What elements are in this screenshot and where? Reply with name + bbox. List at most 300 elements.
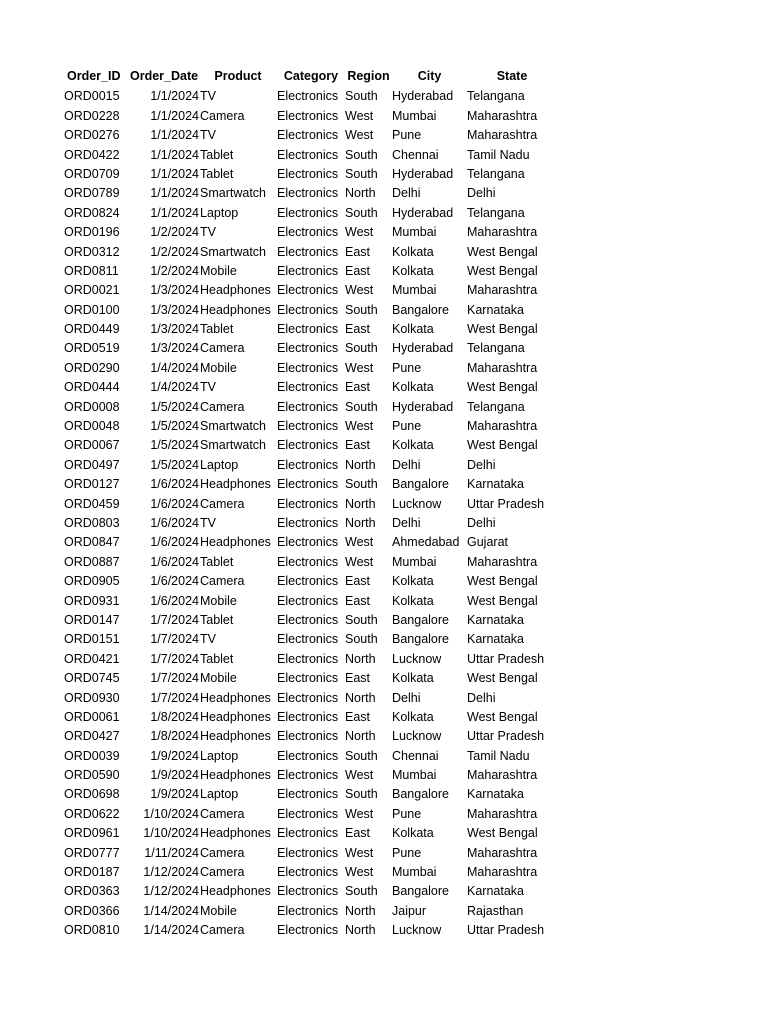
product-cell[interactable]: Camera xyxy=(200,923,245,938)
product-cell[interactable]: Smartwatch xyxy=(200,419,266,434)
city-cell[interactable]: Delhi xyxy=(392,690,421,705)
product-cell[interactable]: Camera xyxy=(200,399,245,414)
order-date-cell[interactable]: 1/8/2024 xyxy=(150,729,199,744)
region-cell[interactable]: East xyxy=(345,244,371,259)
region-cell[interactable]: North xyxy=(345,651,376,666)
state-cell[interactable]: West Bengal xyxy=(467,438,538,453)
region-cell[interactable]: West xyxy=(345,865,374,880)
order-id-cell[interactable]: ORD0276 xyxy=(64,128,120,143)
order-date-cell[interactable]: 1/6/2024 xyxy=(150,574,199,589)
order-date-cell[interactable]: 1/1/2024 xyxy=(150,186,199,201)
city-cell[interactable]: Chennai xyxy=(392,748,439,763)
order-date-cell[interactable]: 1/6/2024 xyxy=(150,496,199,511)
order-date-cell[interactable]: 1/10/2024 xyxy=(143,826,199,841)
category-cell[interactable]: Electronics xyxy=(277,884,339,899)
order-id-cell[interactable]: ORD0228 xyxy=(64,108,120,123)
order-date-cell[interactable]: 1/6/2024 xyxy=(150,554,199,569)
order-id-cell[interactable]: ORD0427 xyxy=(64,729,120,744)
product-cell[interactable]: Mobile xyxy=(200,263,237,278)
order-id-cell[interactable]: ORD0961 xyxy=(64,826,120,841)
product-cell[interactable]: TV xyxy=(200,515,216,530)
order-date-cell[interactable]: 1/10/2024 xyxy=(143,806,199,821)
order-id-cell[interactable]: ORD0698 xyxy=(64,787,120,802)
order-id-cell[interactable]: ORD0196 xyxy=(64,225,120,240)
header-order-date[interactable]: Order_Date xyxy=(130,69,199,83)
region-cell[interactable]: West xyxy=(345,108,374,123)
city-cell[interactable]: Hyderabad xyxy=(392,166,454,181)
order-date-cell[interactable]: 1/3/2024 xyxy=(150,341,199,356)
order-date-cell[interactable]: 1/7/2024 xyxy=(150,612,199,627)
state-cell[interactable]: Maharashtra xyxy=(467,128,538,143)
order-id-cell[interactable]: ORD0067 xyxy=(64,438,120,453)
region-cell[interactable]: East xyxy=(345,709,371,724)
category-cell[interactable]: Electronics xyxy=(277,768,339,783)
city-cell[interactable]: Chennai xyxy=(392,147,439,162)
state-cell[interactable]: West Bengal xyxy=(467,574,538,589)
category-cell[interactable]: Electronics xyxy=(277,341,339,356)
product-cell[interactable]: Mobile xyxy=(200,593,237,608)
order-date-cell[interactable]: 1/1/2024 xyxy=(150,89,199,104)
order-id-cell[interactable]: ORD0930 xyxy=(64,690,120,705)
order-date-cell[interactable]: 1/6/2024 xyxy=(150,593,199,608)
order-id-cell[interactable]: ORD0887 xyxy=(64,554,120,569)
city-cell[interactable]: Pune xyxy=(392,360,422,375)
region-cell[interactable]: West xyxy=(345,806,374,821)
category-cell[interactable]: Electronics xyxy=(277,845,339,860)
order-date-cell[interactable]: 1/4/2024 xyxy=(150,380,199,395)
product-cell[interactable]: TV xyxy=(200,89,216,104)
order-id-cell[interactable]: ORD0789 xyxy=(64,186,120,201)
region-cell[interactable]: East xyxy=(345,574,371,589)
state-cell[interactable]: Delhi xyxy=(467,690,496,705)
product-cell[interactable]: Camera xyxy=(200,496,245,511)
region-cell[interactable]: West xyxy=(345,128,374,143)
header-category[interactable]: Category xyxy=(283,69,339,83)
region-cell[interactable]: South xyxy=(345,166,378,181)
product-cell[interactable]: Tablet xyxy=(200,147,234,162)
city-cell[interactable]: Lucknow xyxy=(392,923,442,938)
category-cell[interactable]: Electronics xyxy=(277,709,339,724)
order-date-cell[interactable]: 1/1/2024 xyxy=(150,128,199,143)
region-cell[interactable]: North xyxy=(345,923,376,938)
order-date-cell[interactable]: 1/2/2024 xyxy=(150,225,199,240)
city-cell[interactable]: Kolkata xyxy=(392,671,434,686)
region-cell[interactable]: West xyxy=(345,554,374,569)
city-cell[interactable]: Mumbai xyxy=(392,768,437,783)
state-cell[interactable]: Uttar Pradesh xyxy=(467,923,545,938)
order-date-cell[interactable]: 1/14/2024 xyxy=(143,903,199,918)
city-cell[interactable]: Kolkata xyxy=(392,322,434,337)
category-cell[interactable]: Electronics xyxy=(277,574,339,589)
city-cell[interactable]: Hyderabad xyxy=(392,205,454,220)
category-cell[interactable]: Electronics xyxy=(277,360,339,375)
state-cell[interactable]: Karnataka xyxy=(467,302,524,317)
order-id-cell[interactable]: ORD0590 xyxy=(64,768,120,783)
category-cell[interactable]: Electronics xyxy=(277,302,339,317)
category-cell[interactable]: Electronics xyxy=(277,554,339,569)
state-cell[interactable]: Telangana xyxy=(467,205,525,220)
state-cell[interactable]: Karnataka xyxy=(467,884,524,899)
product-cell[interactable]: Camera xyxy=(200,108,245,123)
state-cell[interactable]: Maharashtra xyxy=(467,768,538,783)
region-cell[interactable]: South xyxy=(345,612,378,627)
city-cell[interactable]: Hyderabad xyxy=(392,89,454,104)
city-cell[interactable]: Pune xyxy=(392,128,422,143)
city-cell[interactable]: Kolkata xyxy=(392,263,434,278)
category-cell[interactable]: Electronics xyxy=(277,186,339,201)
category-cell[interactable]: Electronics xyxy=(277,535,339,550)
region-cell[interactable]: West xyxy=(345,845,374,860)
state-cell[interactable]: Maharashtra xyxy=(467,806,538,821)
city-cell[interactable]: Mumbai xyxy=(392,283,437,298)
state-cell[interactable]: Telangana xyxy=(467,341,525,356)
product-cell[interactable]: Headphones xyxy=(200,826,271,841)
order-id-cell[interactable]: ORD0312 xyxy=(64,244,120,259)
product-cell[interactable]: TV xyxy=(200,225,216,240)
category-cell[interactable]: Electronics xyxy=(277,496,339,511)
region-cell[interactable]: East xyxy=(345,380,371,395)
order-date-cell[interactable]: 1/3/2024 xyxy=(150,302,199,317)
order-id-cell[interactable]: ORD0519 xyxy=(64,341,120,356)
order-id-cell[interactable]: ORD0905 xyxy=(64,574,120,589)
order-date-cell[interactable]: 1/7/2024 xyxy=(150,651,199,666)
state-cell[interactable]: Karnataka xyxy=(467,632,524,647)
category-cell[interactable]: Electronics xyxy=(277,729,339,744)
city-cell[interactable]: Pune xyxy=(392,806,422,821)
category-cell[interactable]: Electronics xyxy=(277,865,339,880)
city-cell[interactable]: Bangalore xyxy=(392,632,449,647)
region-cell[interactable]: North xyxy=(345,496,376,511)
product-cell[interactable]: Headphones xyxy=(200,709,271,724)
order-date-cell[interactable]: 1/1/2024 xyxy=(150,166,199,181)
region-cell[interactable]: East xyxy=(345,263,371,278)
product-cell[interactable]: Headphones xyxy=(200,884,271,899)
state-cell[interactable]: Karnataka xyxy=(467,787,524,802)
order-id-cell[interactable]: ORD0147 xyxy=(64,612,120,627)
order-id-cell[interactable]: ORD0008 xyxy=(64,399,120,414)
product-cell[interactable]: Camera xyxy=(200,806,245,821)
city-cell[interactable]: Kolkata xyxy=(392,438,434,453)
state-cell[interactable]: Maharashtra xyxy=(467,865,538,880)
category-cell[interactable]: Electronics xyxy=(277,438,339,453)
order-id-cell[interactable]: ORD0015 xyxy=(64,89,120,104)
header-region[interactable]: Region xyxy=(347,69,390,83)
order-date-cell[interactable]: 1/4/2024 xyxy=(150,360,199,375)
order-date-cell[interactable]: 1/12/2024 xyxy=(143,865,199,880)
region-cell[interactable]: West xyxy=(345,535,374,550)
region-cell[interactable]: South xyxy=(345,341,378,356)
product-cell[interactable]: Laptop xyxy=(200,787,239,802)
city-cell[interactable]: Ahmedabad xyxy=(392,535,460,550)
state-cell[interactable]: Tamil Nadu xyxy=(467,147,530,162)
order-date-cell[interactable]: 1/7/2024 xyxy=(150,671,199,686)
state-cell[interactable]: Gujarat xyxy=(467,535,508,550)
product-cell[interactable]: Smartwatch xyxy=(200,186,266,201)
region-cell[interactable]: South xyxy=(345,787,378,802)
category-cell[interactable]: Electronics xyxy=(277,263,339,278)
region-cell[interactable]: West xyxy=(345,225,374,240)
category-cell[interactable]: Electronics xyxy=(277,632,339,647)
city-cell[interactable]: Bangalore xyxy=(392,884,449,899)
order-date-cell[interactable]: 1/7/2024 xyxy=(150,632,199,647)
state-cell[interactable]: Delhi xyxy=(467,186,496,201)
region-cell[interactable]: South xyxy=(345,748,378,763)
order-date-cell[interactable]: 1/6/2024 xyxy=(150,515,199,530)
region-cell[interactable]: West xyxy=(345,419,374,434)
city-cell[interactable]: Bangalore xyxy=(392,477,449,492)
state-cell[interactable]: West Bengal xyxy=(467,244,538,259)
region-cell[interactable]: East xyxy=(345,593,371,608)
category-cell[interactable]: Electronics xyxy=(277,147,339,162)
order-date-cell[interactable]: 1/6/2024 xyxy=(150,535,199,550)
city-cell[interactable]: Delhi xyxy=(392,457,421,472)
category-cell[interactable]: Electronics xyxy=(277,399,339,414)
product-cell[interactable]: Tablet xyxy=(200,166,234,181)
city-cell[interactable]: Hyderabad xyxy=(392,341,454,356)
city-cell[interactable]: Delhi xyxy=(392,186,421,201)
state-cell[interactable]: Tamil Nadu xyxy=(467,748,530,763)
order-id-cell[interactable]: ORD0127 xyxy=(64,477,120,492)
state-cell[interactable]: West Bengal xyxy=(467,709,538,724)
category-cell[interactable]: Electronics xyxy=(277,108,339,123)
product-cell[interactable]: Mobile xyxy=(200,903,237,918)
region-cell[interactable]: South xyxy=(345,884,378,899)
region-cell[interactable]: North xyxy=(345,457,376,472)
region-cell[interactable]: North xyxy=(345,903,376,918)
product-cell[interactable]: Camera xyxy=(200,574,245,589)
product-cell[interactable]: Mobile xyxy=(200,671,237,686)
order-id-cell[interactable]: ORD0422 xyxy=(64,147,120,162)
product-cell[interactable]: TV xyxy=(200,632,216,647)
category-cell[interactable]: Electronics xyxy=(277,748,339,763)
product-cell[interactable]: Camera xyxy=(200,865,245,880)
order-id-cell[interactable]: ORD0421 xyxy=(64,651,120,666)
category-cell[interactable]: Electronics xyxy=(277,515,339,530)
city-cell[interactable]: Pune xyxy=(392,419,422,434)
region-cell[interactable]: South xyxy=(345,302,378,317)
state-cell[interactable]: Telangana xyxy=(467,399,525,414)
order-id-cell[interactable]: ORD0061 xyxy=(64,709,120,724)
order-id-cell[interactable]: ORD0048 xyxy=(64,419,120,434)
product-cell[interactable]: Headphones xyxy=(200,690,271,705)
order-date-cell[interactable]: 1/5/2024 xyxy=(150,457,199,472)
order-id-cell[interactable]: ORD0363 xyxy=(64,884,120,899)
order-date-cell[interactable]: 1/11/2024 xyxy=(144,845,199,860)
category-cell[interactable]: Electronics xyxy=(277,205,339,220)
order-id-cell[interactable]: ORD0366 xyxy=(64,903,120,918)
city-cell[interactable]: Jaipur xyxy=(392,903,427,918)
category-cell[interactable]: Electronics xyxy=(277,225,339,240)
state-cell[interactable]: Maharashtra xyxy=(467,108,538,123)
category-cell[interactable]: Electronics xyxy=(277,244,339,259)
region-cell[interactable]: East xyxy=(345,671,371,686)
order-id-cell[interactable]: ORD0777 xyxy=(64,845,120,860)
category-cell[interactable]: Electronics xyxy=(277,671,339,686)
region-cell[interactable]: South xyxy=(345,205,378,220)
order-id-cell[interactable]: ORD0449 xyxy=(64,322,120,337)
state-cell[interactable]: Delhi xyxy=(467,515,496,530)
city-cell[interactable]: Hyderabad xyxy=(392,399,454,414)
order-id-cell[interactable]: ORD0444 xyxy=(64,380,120,395)
product-cell[interactable]: Tablet xyxy=(200,651,234,666)
state-cell[interactable]: Maharashtra xyxy=(467,225,538,240)
category-cell[interactable]: Electronics xyxy=(277,322,339,337)
order-date-cell[interactable]: 1/12/2024 xyxy=(143,884,199,899)
order-id-cell[interactable]: ORD0021 xyxy=(64,283,120,298)
order-date-cell[interactable]: 1/3/2024 xyxy=(150,283,199,298)
product-cell[interactable]: Headphones xyxy=(200,477,271,492)
order-date-cell[interactable]: 1/2/2024 xyxy=(150,263,199,278)
city-cell[interactable]: Kolkata xyxy=(392,593,434,608)
region-cell[interactable]: South xyxy=(345,632,378,647)
order-date-cell[interactable]: 1/5/2024 xyxy=(150,399,199,414)
order-date-cell[interactable]: 1/14/2024 xyxy=(143,923,199,938)
category-cell[interactable]: Electronics xyxy=(277,903,339,918)
order-date-cell[interactable]: 1/6/2024 xyxy=(150,477,199,492)
region-cell[interactable]: East xyxy=(345,826,371,841)
order-date-cell[interactable]: 1/5/2024 xyxy=(150,438,199,453)
product-cell[interactable]: Tablet xyxy=(200,322,234,337)
order-id-cell[interactable]: ORD0459 xyxy=(64,496,120,511)
order-id-cell[interactable]: ORD0811 xyxy=(64,263,119,278)
state-cell[interactable]: Rajasthan xyxy=(467,903,524,918)
city-cell[interactable]: Lucknow xyxy=(392,651,442,666)
order-id-cell[interactable]: ORD0290 xyxy=(64,360,120,375)
order-date-cell[interactable]: 1/1/2024 xyxy=(150,205,199,220)
category-cell[interactable]: Electronics xyxy=(277,166,339,181)
product-cell[interactable]: Headphones xyxy=(200,283,271,298)
product-cell[interactable]: Laptop xyxy=(200,457,239,472)
state-cell[interactable]: Maharashtra xyxy=(467,360,538,375)
product-cell[interactable]: Headphones xyxy=(200,729,271,744)
region-cell[interactable]: North xyxy=(345,729,376,744)
order-date-cell[interactable]: 1/2/2024 xyxy=(150,244,199,259)
category-cell[interactable]: Electronics xyxy=(277,690,339,705)
region-cell[interactable]: North xyxy=(345,515,376,530)
region-cell[interactable]: South xyxy=(345,399,378,414)
state-cell[interactable]: West Bengal xyxy=(467,826,538,841)
state-cell[interactable]: West Bengal xyxy=(467,593,538,608)
city-cell[interactable]: Bangalore xyxy=(392,612,449,627)
city-cell[interactable]: Kolkata xyxy=(392,709,434,724)
order-id-cell[interactable]: ORD0931 xyxy=(64,593,120,608)
state-cell[interactable]: Delhi xyxy=(467,457,496,472)
product-cell[interactable]: TV xyxy=(200,128,216,143)
product-cell[interactable]: Headphones xyxy=(200,768,271,783)
state-cell[interactable]: Maharashtra xyxy=(467,419,538,434)
city-cell[interactable]: Pune xyxy=(392,845,422,860)
city-cell[interactable]: Mumbai xyxy=(392,225,437,240)
product-cell[interactable]: Mobile xyxy=(200,360,237,375)
order-id-cell[interactable]: ORD0810 xyxy=(64,923,120,938)
order-id-cell[interactable]: ORD0151 xyxy=(64,632,120,647)
city-cell[interactable]: Delhi xyxy=(392,515,421,530)
order-id-cell[interactable]: ORD0187 xyxy=(64,865,120,880)
state-cell[interactable]: Maharashtra xyxy=(467,554,538,569)
region-cell[interactable]: West xyxy=(345,360,374,375)
category-cell[interactable]: Electronics xyxy=(277,806,339,821)
city-cell[interactable]: Kolkata xyxy=(392,574,434,589)
state-cell[interactable]: Karnataka xyxy=(467,612,524,627)
category-cell[interactable]: Electronics xyxy=(277,787,339,802)
order-date-cell[interactable]: 1/1/2024 xyxy=(150,147,199,162)
order-id-cell[interactable]: ORD0039 xyxy=(64,748,120,763)
header-order-id[interactable]: Order_ID xyxy=(67,69,121,83)
product-cell[interactable]: Tablet xyxy=(200,612,234,627)
category-cell[interactable]: Electronics xyxy=(277,128,339,143)
order-date-cell[interactable]: 1/7/2024 xyxy=(150,690,199,705)
order-date-cell[interactable]: 1/9/2024 xyxy=(150,748,199,763)
region-cell[interactable]: East xyxy=(345,438,371,453)
region-cell[interactable]: North xyxy=(345,186,376,201)
city-cell[interactable]: Mumbai xyxy=(392,554,437,569)
city-cell[interactable]: Mumbai xyxy=(392,865,437,880)
city-cell[interactable]: Kolkata xyxy=(392,380,434,395)
order-id-cell[interactable]: ORD0100 xyxy=(64,302,120,317)
product-cell[interactable]: Smartwatch xyxy=(200,244,266,259)
header-state[interactable]: State xyxy=(496,69,528,83)
product-cell[interactable]: Tablet xyxy=(200,554,234,569)
order-id-cell[interactable]: ORD0824 xyxy=(64,205,120,220)
state-cell[interactable]: Uttar Pradesh xyxy=(467,496,545,511)
city-cell[interactable]: Bangalore xyxy=(392,787,449,802)
region-cell[interactable]: North xyxy=(345,690,376,705)
order-date-cell[interactable]: 1/9/2024 xyxy=(150,787,199,802)
order-id-cell[interactable]: ORD0497 xyxy=(64,457,120,472)
category-cell[interactable]: Electronics xyxy=(277,89,339,104)
city-cell[interactable]: Bangalore xyxy=(392,302,449,317)
region-cell[interactable]: East xyxy=(345,322,371,337)
order-id-cell[interactable]: ORD0745 xyxy=(64,671,120,686)
product-cell[interactable]: Camera xyxy=(200,845,245,860)
state-cell[interactable]: Maharashtra xyxy=(467,283,538,298)
category-cell[interactable]: Electronics xyxy=(277,477,339,492)
state-cell[interactable]: West Bengal xyxy=(467,322,538,337)
product-cell[interactable]: Headphones xyxy=(200,535,271,550)
state-cell[interactable]: Maharashtra xyxy=(467,845,538,860)
product-cell[interactable]: TV xyxy=(200,380,216,395)
city-cell[interactable]: Kolkata xyxy=(392,826,434,841)
product-cell[interactable]: Laptop xyxy=(200,205,239,220)
product-cell[interactable]: Laptop xyxy=(200,748,239,763)
state-cell[interactable]: Uttar Pradesh xyxy=(467,729,545,744)
header-product[interactable]: Product xyxy=(214,69,262,83)
city-cell[interactable]: Kolkata xyxy=(392,244,434,259)
category-cell[interactable]: Electronics xyxy=(277,612,339,627)
state-cell[interactable]: West Bengal xyxy=(467,263,538,278)
region-cell[interactable]: West xyxy=(345,768,374,783)
category-cell[interactable]: Electronics xyxy=(277,651,339,666)
order-date-cell[interactable]: 1/5/2024 xyxy=(150,419,199,434)
category-cell[interactable]: Electronics xyxy=(277,826,339,841)
category-cell[interactable]: Electronics xyxy=(277,283,339,298)
product-cell[interactable]: Headphones xyxy=(200,302,271,317)
order-date-cell[interactable]: 1/1/2024 xyxy=(150,108,199,123)
category-cell[interactable]: Electronics xyxy=(277,419,339,434)
region-cell[interactable]: South xyxy=(345,147,378,162)
header-city[interactable]: City xyxy=(417,69,442,83)
product-cell[interactable]: Smartwatch xyxy=(200,438,266,453)
category-cell[interactable]: Electronics xyxy=(277,457,339,472)
product-cell[interactable]: Camera xyxy=(200,341,245,356)
state-cell[interactable]: Telangana xyxy=(467,166,525,181)
city-cell[interactable]: Mumbai xyxy=(392,108,437,123)
state-cell[interactable]: Karnataka xyxy=(467,477,524,492)
region-cell[interactable]: West xyxy=(345,283,374,298)
state-cell[interactable]: West Bengal xyxy=(467,671,538,686)
region-cell[interactable]: South xyxy=(345,477,378,492)
category-cell[interactable]: Electronics xyxy=(277,593,339,608)
